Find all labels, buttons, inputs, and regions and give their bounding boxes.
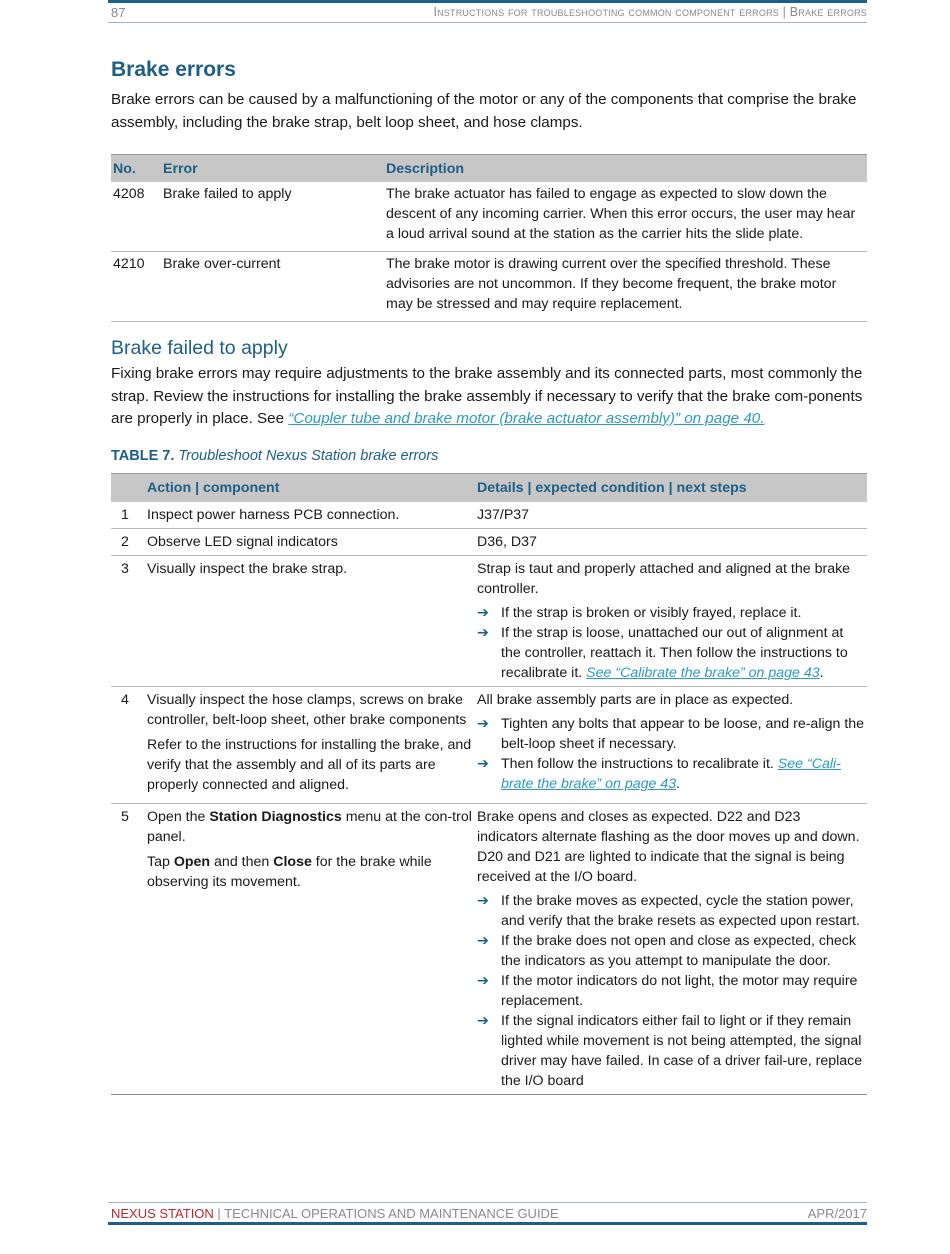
step-action: Visually inspect the brake strap. bbox=[145, 556, 475, 687]
step-number: 5 bbox=[111, 804, 145, 1095]
step-action: Visually inspect the hose clamps, screws on brake controller, belt-loop sheet, other brake components bbox=[147, 692, 467, 728]
subsection-title: Brake failed to apply bbox=[111, 337, 288, 359]
step-number: 2 bbox=[111, 529, 145, 556]
action-text: Open the bbox=[147, 809, 210, 825]
step-action-cell bbox=[145, 804, 475, 1095]
list-item-text: Then follow the instructions to recalibrate it. bbox=[501, 756, 778, 772]
section-title: Brake errors bbox=[111, 58, 236, 81]
arrow-right-icon: ➔ bbox=[477, 893, 489, 909]
step-details: D36, D37 bbox=[475, 529, 867, 556]
arrow-right-icon: ➔ bbox=[477, 625, 489, 641]
running-head: Instructions for troubleshooting common component errors | Brake errors bbox=[433, 5, 867, 19]
step-details: All brake assembly parts are in place as expected. bbox=[477, 692, 794, 708]
step-action bbox=[147, 807, 473, 847]
table-row bbox=[111, 529, 867, 556]
list-item-text: If the brake does not open and close as expected, check the indicators as you attempt to manipulate the door. bbox=[501, 933, 856, 969]
list-item-text: Tighten any bolts that appear to be loose, and re-align the belt-loop sheet if necessary. bbox=[501, 716, 865, 752]
calibrate-brake-link[interactable]: See “Calibrate the brake” on page 43 bbox=[586, 665, 820, 681]
table-row bbox=[111, 182, 867, 252]
list-item-text: If the motor indicators do not light, the motor may require replacement. bbox=[501, 973, 858, 1009]
coupler-tube-link[interactable]: “Coupler tube and brake motor (brake actuator assembly)” on page 40. bbox=[288, 410, 765, 427]
step-action-note bbox=[147, 852, 473, 892]
step-number: 4 bbox=[111, 687, 145, 804]
troubleshoot-table-header bbox=[111, 474, 867, 503]
list-item-text: If the brake moves as expected, cycle the station power, and verify that the brake resets as expected upon restart. bbox=[501, 893, 860, 929]
list-item: ➔ If the strap is loose, unattached our out of alignment at the controller, reattach it. Then follow the instructions to recalibrate it. See “Calibrate the brake” on page 43. bbox=[477, 625, 848, 681]
menu-name: Station Diagnostics bbox=[209, 809, 342, 825]
footer-rule bbox=[108, 1222, 867, 1225]
footer-guide: TECHNICAL OPERATIONS AND MAINTENANCE GUIDE bbox=[224, 1206, 559, 1221]
col-header-error: Error bbox=[161, 155, 384, 183]
header-divider bbox=[108, 22, 867, 23]
step-details-cell bbox=[475, 804, 867, 1095]
error-table bbox=[111, 154, 867, 322]
col-header-no: No. bbox=[111, 155, 161, 183]
table-row bbox=[111, 804, 867, 1095]
error-description: The brake motor is drawing current over the specified threshold. These advisories are not uncommon. If they become frequent, the brake motor may be stressed and may require replacement. bbox=[384, 252, 867, 322]
next-steps-list bbox=[477, 714, 865, 794]
table-row bbox=[111, 252, 867, 322]
step-action: Inspect power harness PCB connection. bbox=[145, 502, 475, 529]
action-text: menu at the con-trol panel. bbox=[147, 809, 472, 845]
step-details: Brake opens and closes as expected. D22 and D23 indicators alternate flashing as the door moves up and down. D20 and D21 are lighted to indicate that the signal is being received at the I/O board. bbox=[477, 809, 860, 885]
col-header-details: Details | expected condition | next steps bbox=[475, 474, 867, 503]
error-name: Brake over-current bbox=[161, 252, 384, 322]
list-item bbox=[477, 891, 865, 931]
arrow-right-icon: ➔ bbox=[477, 1013, 489, 1029]
error-table-header bbox=[111, 155, 867, 183]
header-rule bbox=[108, 0, 867, 3]
next-steps-list bbox=[477, 891, 865, 1091]
arrow-right-icon: ➔ bbox=[477, 605, 489, 621]
action-text: Tap bbox=[147, 854, 174, 870]
troubleshoot-table bbox=[111, 473, 867, 1095]
table-title: Troubleshoot Nexus Station brake errors bbox=[178, 448, 439, 464]
arrow-right-icon: ➔ bbox=[477, 716, 489, 732]
section-intro: Brake errors can be caused by a malfunctioning of the motor or any of the components that comprise the brake assembly, including the brake strap, belt loop sheet, and hose clamps. bbox=[111, 91, 857, 131]
table-caption bbox=[111, 448, 438, 464]
list-item-text: If the strap is broken or visibly frayed, replace it. bbox=[501, 605, 802, 621]
table-row bbox=[111, 687, 867, 804]
error-code: 4210 bbox=[111, 252, 161, 322]
page-number: 87 bbox=[111, 5, 126, 20]
list-item bbox=[477, 603, 865, 623]
table-row bbox=[111, 556, 867, 687]
open-label: Open bbox=[173, 854, 211, 870]
paragraph-text: Fixing brake errors may require adjustments to the brake assembly and its connected parts, most commonly the strap. Review the instructions for installing the brake assembly if necessary to verify that the brake com-ponents are properly in place. See bbox=[111, 365, 863, 427]
subsection-paragraph bbox=[111, 363, 867, 431]
step-action: Observe LED signal indicators bbox=[145, 529, 475, 556]
list-item bbox=[477, 931, 865, 971]
list-item bbox=[477, 971, 865, 1011]
calibrate-brake-link[interactable]: See “Cali-brate the brake” on page 43 bbox=[501, 756, 841, 792]
error-description: The brake actuator has failed to engage as expected to slow down the descent of any incoming carrier. When this error occurs, the user may hear a loud arrival sound at the station as the carrier hits the slide plate. bbox=[384, 182, 867, 252]
footer-brand: NEXUS STATION bbox=[111, 1206, 214, 1221]
action-text: and then bbox=[210, 854, 274, 870]
step-details: J37/P37 bbox=[475, 502, 867, 529]
next-steps-list bbox=[477, 603, 865, 683]
footer-divider bbox=[108, 1202, 867, 1203]
list-item: ➔ Then follow the instructions to recalibrate it. See “Cali-brate the brake” on page 43. bbox=[477, 756, 841, 792]
step-action-cell bbox=[145, 687, 475, 804]
footer-separator: | bbox=[213, 1206, 225, 1221]
step-action-note: Refer to the instructions for installing the brake, and verify that the assembly and all of its parts are properly connected and aligned. bbox=[147, 737, 472, 793]
close-label: Close bbox=[273, 854, 312, 870]
list-item bbox=[477, 714, 865, 754]
arrow-right-icon: ➔ bbox=[477, 756, 489, 772]
list-item-text: If the signal indicators either fail to light or if they remain lighted while movement is not being attempted, the signal driver may have failed. In case of a driver fail-ure, replace the I/O board bbox=[501, 1013, 863, 1089]
col-header-description: Description bbox=[384, 155, 867, 183]
footer-date: APR/2017 bbox=[807, 1206, 867, 1221]
step-number: 3 bbox=[111, 556, 145, 687]
list-item-text: If the strap is loose, unattached our out of alignment at the controller, reattach it. Then follow the instructions to recalibrate it. bbox=[501, 625, 848, 681]
table-label: TABLE 7. bbox=[111, 448, 175, 464]
step-details-cell bbox=[475, 556, 867, 687]
col-header-action: Action | component bbox=[145, 474, 475, 503]
col-header-step bbox=[111, 474, 145, 503]
step-details-cell bbox=[475, 687, 867, 804]
arrow-right-icon: ➔ bbox=[477, 973, 489, 989]
step-number: 1 bbox=[111, 502, 145, 529]
list-item bbox=[477, 1011, 865, 1091]
error-code: 4208 bbox=[111, 182, 161, 252]
arrow-right-icon: ➔ bbox=[477, 933, 489, 949]
table-row bbox=[111, 502, 867, 529]
action-text: for the brake while observing its movement. bbox=[147, 854, 432, 890]
footer-title bbox=[111, 1206, 559, 1221]
step-details: Strap is taut and properly attached and aligned at the brake controller. bbox=[477, 561, 851, 597]
error-name: Brake failed to apply bbox=[161, 182, 384, 252]
